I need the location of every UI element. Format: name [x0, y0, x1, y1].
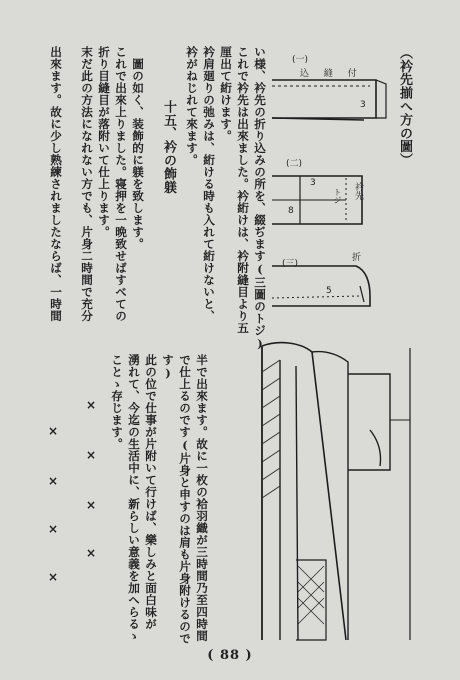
text-column: 厘出て絎けます。 [219, 46, 233, 142]
x-mark: × [86, 498, 97, 512]
x-mark: × [86, 398, 97, 412]
x-mark: × [86, 448, 97, 462]
figure-1-number: 3 [360, 100, 366, 110]
text-column: で仕上るのです(片身と申すのは肩も片身附けるので [178, 354, 192, 645]
figure-3-label: (三) [282, 259, 299, 269]
figure-2-number: 3 [310, 178, 316, 188]
collar-tip-label: 衿先 [353, 182, 363, 200]
x-mark: × [48, 474, 59, 488]
x-mark: × [48, 570, 59, 584]
x-mark: × [86, 546, 97, 560]
text-column: 湧れて、今迄の生活中に、新らしい意義を加へらるゝ [127, 354, 141, 642]
figure-2-number-b: 8 [288, 206, 294, 216]
text-column: す) [161, 354, 175, 381]
section-heading: 十五、衿の飾躾 [161, 100, 176, 194]
x-mark: × [48, 522, 59, 536]
x-mark: × [48, 424, 59, 438]
figure-2-label: (二) [286, 159, 303, 169]
text-column: 圖の如く、装飾的に躾を致します。 [131, 58, 145, 250]
figure-caption: （衿先揃へ方の圖） [397, 46, 412, 167]
text-column: 半で出來ます。故に一枚の袷羽織が三時間乃至四時間 [195, 354, 209, 642]
text-column: これで出來上りました。寝押を一晩致せばすべての [114, 46, 128, 322]
figure-3-number: 5 [326, 286, 332, 296]
text-column: 此の位で仕事が片附いて行けば、樂しみと面白味が [144, 354, 158, 630]
text-column: い様、衿先の折り込みの所を、綴ぢます(三圖のトジ) [253, 46, 267, 351]
text-column: 折り目縫目が落附いて仕上ります。 [97, 46, 111, 238]
fold-label: 折 [352, 253, 362, 263]
text-column: これで衿先は出來ました。衿絎けは、衿附縫目より五 [236, 46, 250, 334]
text-column: 末だ此の方法になれない方でも、片身二時間で充分 [80, 46, 94, 322]
text-column: 出來ます。故に少し熟練されましたならば、一時間 [49, 46, 63, 322]
text-column: 衿肩廻りの弛みは、絎ける時も入れて絎けないと、 [202, 46, 216, 322]
page-number: ( 88 ) [207, 648, 253, 663]
togi-label: トジ [333, 188, 342, 204]
figure-1-label: (一) [292, 55, 309, 65]
text-column: ことゝ存じます。 [110, 354, 124, 450]
text-column: 衿がねじれて來ます。 [185, 46, 199, 166]
seam-label: 込 縫 付 [300, 69, 363, 79]
